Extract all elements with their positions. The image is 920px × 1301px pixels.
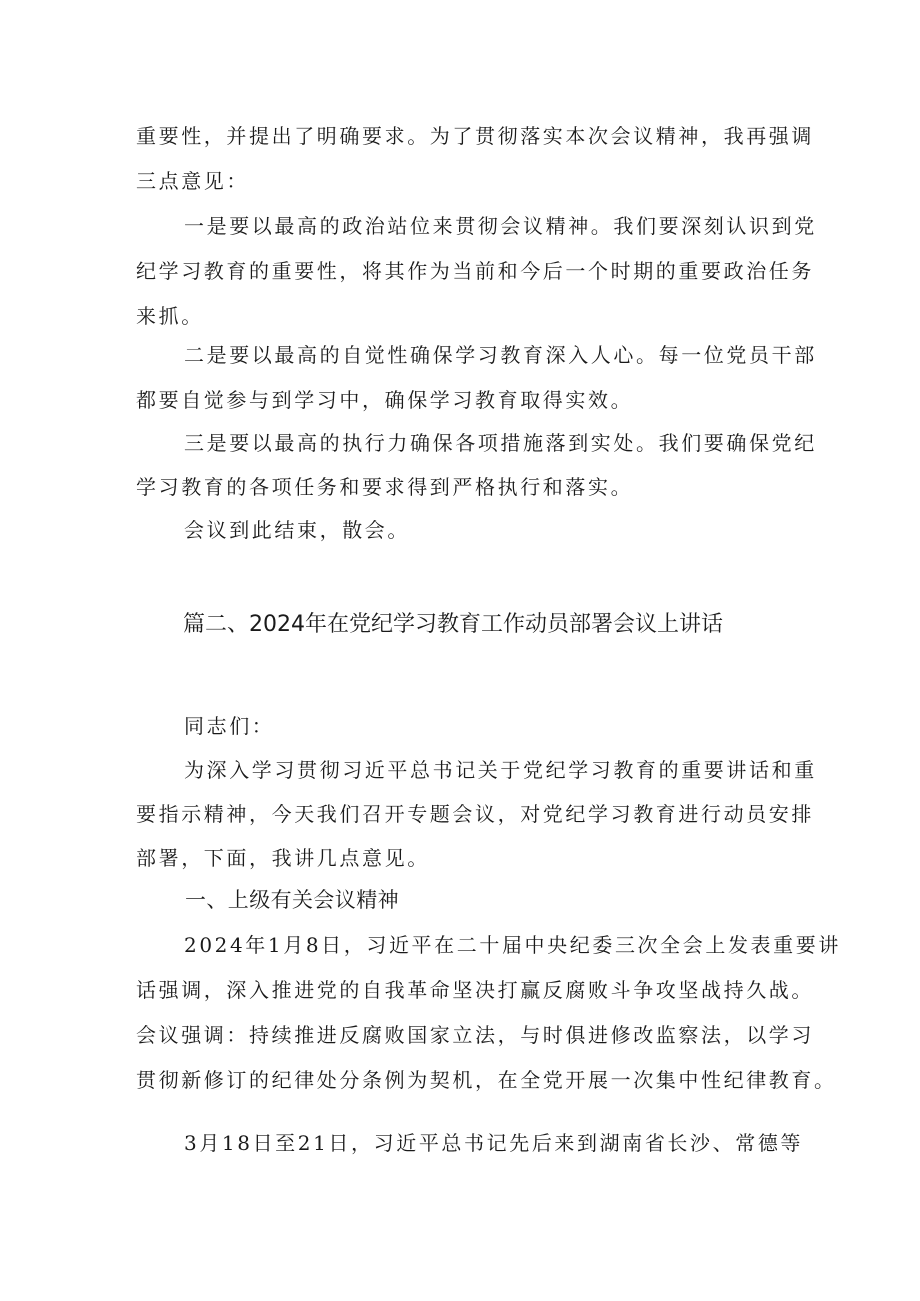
body-line: 要指示精神，今天我们召开专题会议，对党纪学习教育进行动员安排 <box>136 802 814 826</box>
body-line: 重要性，并提出了明确要求。为了贯彻落实本次会议精神，我再强调 <box>136 124 814 148</box>
body-line: 话强调，深入推进党的自我革命坚决打赢反腐败斗争攻坚战持久战。 <box>136 978 814 1002</box>
body-line: 都要自觉参与到学习中，确保学习教育取得实效。 <box>136 388 634 412</box>
paragraph-first-line: 三是要以最高的执行力确保各项措施落到实处。我们要确保党纪 <box>184 431 817 455</box>
body-line: 来抓。 <box>136 304 204 328</box>
body-line: 会议强调：持续推进反腐败国家立法，与时俱进修改监察法，以学习 <box>136 1023 814 1047</box>
paragraph-first-line: 2024年1月8日，习近平在二十届中央纪委三次全会上发表重要讲 <box>184 933 841 957</box>
body-line: 贯彻新修订的纪律处分条例为契机，在全党开展一次集中性纪律教育。 <box>136 1068 837 1092</box>
paragraph-first-line: 为深入学习贯彻习近平总书记关于党纪学习教育的重要讲话和重 <box>184 758 817 782</box>
body-line: 学习教育的各项任务和要求得到严格执行和落实。 <box>136 475 634 499</box>
sub-heading: 一、上级有关会议精神 <box>185 888 399 912</box>
body-line: 三点意见： <box>136 169 249 193</box>
closing-line: 会议到此结束，散会。 <box>184 518 410 542</box>
section-title: 篇二、2024年在党纪学习教育工作动员部署会议上讲话 <box>183 612 723 637</box>
paragraph-first-line: 二是要以最高的自觉性确保学习教育深入人心。每一位党员干部 <box>184 343 817 367</box>
body-line: 部署，下面，我讲几点意见。 <box>136 846 430 870</box>
greeting: 同志们： <box>184 714 275 738</box>
body-line: 纪学习教育的重要性，将其作为当前和今后一个时期的重要政治任务 <box>136 259 814 283</box>
paragraph-first-line: 一是要以最高的政治站位来贯彻会议精神。我们要深刻认识到党 <box>184 214 817 238</box>
paragraph-first-line: 3月18日至21日，习近平总书记先后来到湖南省长沙、常德等 <box>184 1131 804 1155</box>
